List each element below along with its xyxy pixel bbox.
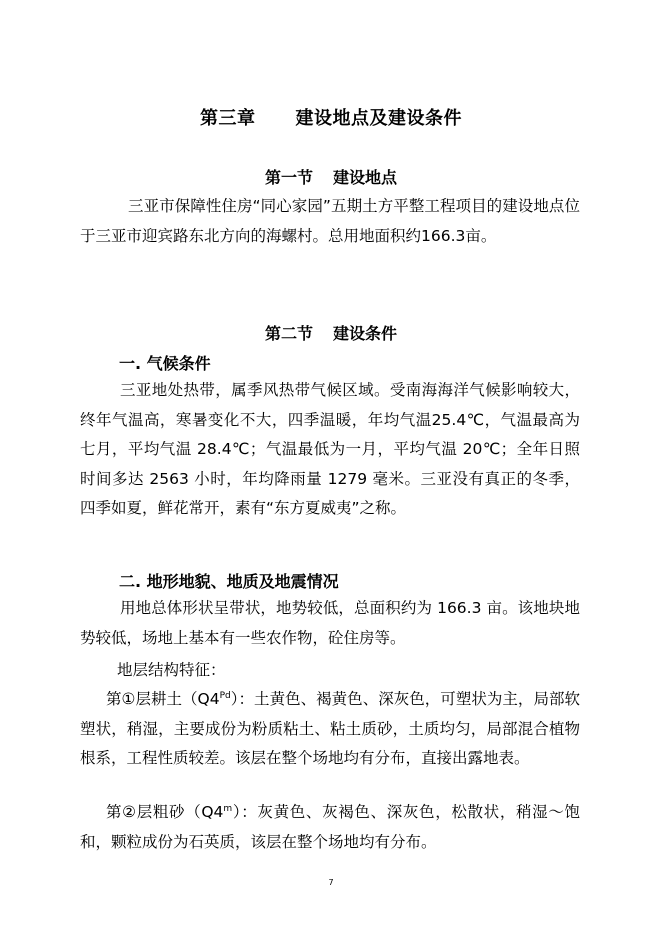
chapter-title: 建设地点及建设条件 [295,108,462,129]
chapter-heading [0,104,662,130]
chapter-number: 第三章 [200,108,256,129]
layer-1-text: ）：土黄色、褐黄色、深灰色，可塑状为主，局部软塑状，稍湿，主要成份为粉质粘土、粘土质砂，土质均匀，局部混合植物根系，工程性质较差。该层在整个场地均有分布，直接出露地表。 [80,690,580,768]
layer-2-paragraph [80,795,580,857]
layer-1-paragraph [80,682,580,774]
layer-1-superscript: Pd [219,691,231,701]
layer-2-prefix: 第②层粗砂（Q4 [106,803,224,822]
strata-label: 地层结构特征： [117,661,226,679]
section-1-heading [0,165,662,188]
section-2-title: 建设条件 [333,324,398,343]
layer-1-prefix: 第①层耕土（Q4 [106,690,220,709]
climate-paragraph: 三亚地处热带，属季风热带气候区域。受南海海洋气候影响较大，终年气温高，寒暑变化不大，四季温暖，年均气温25.4℃，气温最高为七月，平均气温 28.4℃；气温最低为一月，平均气温 20℃；全年日照时间多达 2563 小时，年均降雨量 1279 毫米。三亚没有真正的冬季，四季如夏，鲜花常开，素有“东方夏威夷”之称。 [80,381,580,517]
section-1-number: 第一节 [264,168,313,187]
section-1-title: 建设地点 [333,168,398,187]
page-number: 7 [328,878,334,887]
climate-heading: 一. 气候条件 [119,354,211,373]
layer-2-superscript: m [223,804,233,814]
section-1-paragraph: 三亚市保障性住房“同心家园”五期土方平整工程项目的建设地点位于三亚市迎宾路东北方向的海螺村。总用地面积约166.3亩。 [80,197,580,245]
section-2-heading [0,321,662,344]
terrain-heading: 二. 地形地貌、地质及地震情况 [119,572,339,591]
layer-2-text: ）：灰黄色、灰褐色、深灰色，松散状，稍湿～饱和，颗粒成份为石英质，该层在整个场地均有分布。 [80,803,580,851]
terrain-paragraph: 用地总体形状呈带状，地势较低，总面积约为 166.3 亩。该地块地势较低，场地上基本有一些农作物，砼住房等。 [80,599,580,647]
section-2-number: 第二节 [264,324,313,343]
